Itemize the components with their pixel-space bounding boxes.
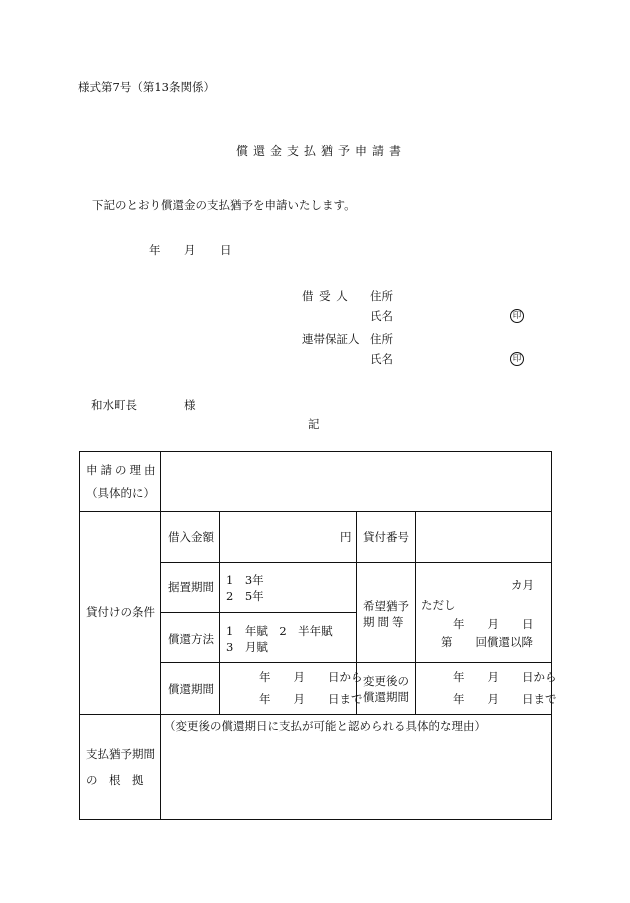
repay-method-label: 償還方法 xyxy=(168,632,214,646)
borrower-seal-icon: 印 xyxy=(510,309,524,323)
rule-deferment-bottom xyxy=(160,612,357,613)
borrower-label: 借 受 人 xyxy=(302,289,349,303)
grounds-label: 支払猶予期間 xyxy=(86,747,155,761)
rule-right-label-column xyxy=(415,511,416,714)
repay-period-from: 年 月 日から xyxy=(259,670,363,684)
deferment-period-label: 据置期間 xyxy=(168,580,214,594)
loan-number-label: 貸付番号 xyxy=(363,530,409,544)
guarantor-name-label: 氏名 xyxy=(370,352,393,366)
repay-method-option-1: 1 年賦 2 半年賦 xyxy=(226,624,333,638)
changed-period-label: 変更後の xyxy=(363,674,409,688)
rule-sublabel-column xyxy=(219,511,220,714)
repay-period-label: 償還期間 xyxy=(168,682,214,696)
reason-label: 申請の理由 xyxy=(86,463,159,477)
borrower-name-label: 氏名 xyxy=(370,309,393,323)
addressee-name: 和水町長 xyxy=(91,398,137,412)
grounds-note: （変更後の償還期日に支払が可能と認められる具体的な理由） xyxy=(164,719,486,733)
date-year: 年 xyxy=(149,243,161,257)
table-border-bottom xyxy=(79,819,552,820)
form-number: 様式第7号（第13条関係） xyxy=(78,80,215,94)
desired-deferment-label-sub: 期間等 xyxy=(363,615,407,629)
changed-period-to: 年 月 日まで xyxy=(453,692,557,706)
table-border-top xyxy=(79,451,552,452)
guarantor-label: 連帯保証人 xyxy=(302,332,360,346)
grounds-label-sub: の 根 拠 xyxy=(86,773,144,787)
date-day: 日 xyxy=(220,243,232,257)
page-title: 償還金支払猶予申請書 xyxy=(236,144,407,158)
addressee-honorific: 様 xyxy=(184,398,196,412)
changed-period-from: 年 月 日から xyxy=(453,670,557,684)
desired-deferment-label: 希望猶予 xyxy=(363,599,409,613)
date-month: 月 xyxy=(184,243,196,257)
guarantor-address-label: 住所 xyxy=(370,332,393,346)
deferment-option-2: 2 5年 xyxy=(226,589,264,603)
table-border-left xyxy=(79,451,80,820)
ki-label: 記 xyxy=(308,417,320,431)
loan-amount-label: 借入金額 xyxy=(168,530,214,544)
desired-tadashi: ただし xyxy=(421,598,456,612)
loan-conditions-label: 貸付けの条件 xyxy=(86,605,155,619)
yen-unit: 円 xyxy=(340,530,352,544)
reason-label-sub: （具体的に） xyxy=(86,486,155,500)
rule-reason-bottom xyxy=(79,511,552,512)
borrower-address-label: 住所 xyxy=(370,289,393,303)
rule-label-column xyxy=(160,451,161,820)
deferment-option-1: 1 3年 xyxy=(226,573,264,587)
intro-text: 下記のとおり償還金の支払猶予を申請いたします。 xyxy=(92,198,356,212)
repay-period-to: 年 月 日まで xyxy=(259,692,363,706)
table-border-right xyxy=(551,451,552,820)
desired-date: 年 月 日 xyxy=(453,617,534,631)
desired-from-nth: 第 回償還以降 xyxy=(441,635,533,649)
changed-period-label-sub: 償還期間 xyxy=(363,690,409,704)
repay-method-option-2: 3 月賦 xyxy=(226,640,268,654)
desired-months: カ月 xyxy=(511,578,534,592)
guarantor-seal-icon: 印 xyxy=(510,352,524,366)
rule-conditions-bottom xyxy=(79,714,552,715)
